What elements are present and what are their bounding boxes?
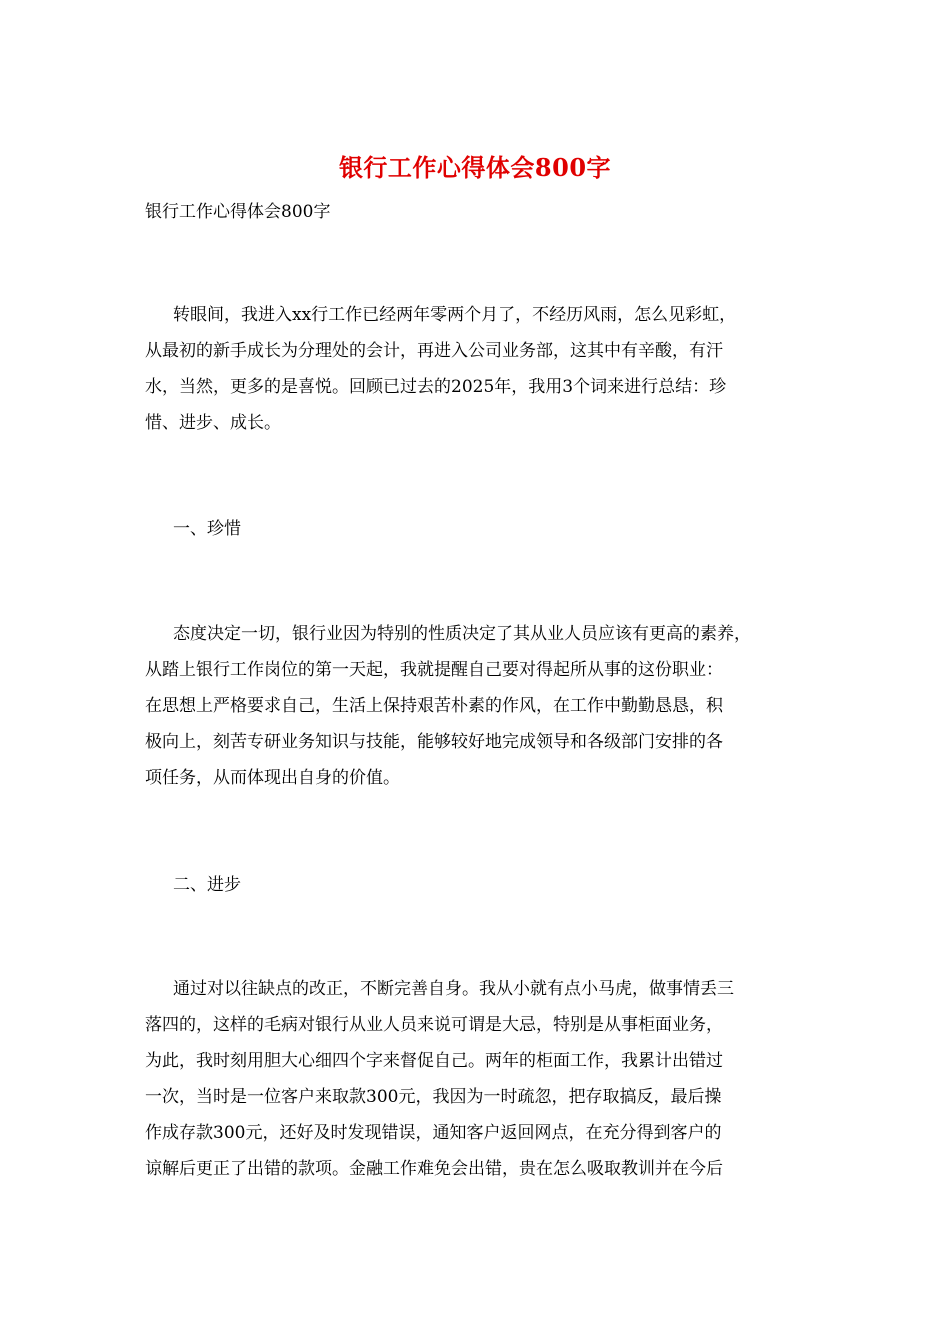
section1-line: 在思想上严格要求自己，生活上保持艰苦朴素的作风，在工作中勤勤恳恳，积 [145, 696, 723, 716]
section2-line: 为此，我时刻用胆大心细四个字来督促自己。两年的柜面工作，我累计出错过 [145, 1051, 723, 1071]
intro-line: 惜、进步、成长。 [145, 413, 281, 433]
section2-paragraph [145, 971, 807, 1187]
section-heading-2: 二、进步 [173, 875, 241, 895]
section1-line: 极向上，刻苦专研业务知识与技能，能够较好地完成领导和各级部门安排的各 [145, 732, 723, 752]
section1-line: 项任务，从而体现出自身的价值。 [145, 768, 400, 788]
document-title: 银行工作心得体会800字 [338, 153, 612, 182]
section1-line: 从踏上银行工作岗位的第一天起，我就提醒自己要对得起所从事的这份职业： [145, 660, 723, 680]
intro-paragraph [145, 297, 807, 441]
intro-line: 从最初的新手成长为分理处的会计，再进入公司业务部，这其中有辛酸，有汗 [145, 341, 723, 361]
section2-line: 一次，当时是一位客户来取款300元，我因为一时疏忽，把存取搞反，最后操 [145, 1087, 722, 1107]
section2-line: 谅解后更正了出错的款项。金融工作难免会出错，贵在怎么吸取教训并在今后 [145, 1159, 723, 1179]
section2-line: 作成存款300元，还好及时发现错误，通知客户返回网点，在充分得到客户的 [145, 1123, 722, 1143]
section2-line: 落四的，这样的毛病对银行从业人员来说可谓是大忌，特别是从事柜面业务， [145, 1015, 723, 1035]
section2-line: 通过对以往缺点的改正，不断完善自身。我从小就有点小马虎，做事情丢三 [173, 979, 734, 999]
intro-line: 转眼间，我进入xx行工作已经两年零两个月了，不经历风雨，怎么见彩虹， [173, 305, 737, 325]
section1-line: 态度决定一切，银行业因为特别的性质决定了其从业人员应该有更高的素养， [173, 624, 751, 644]
document-subtitle: 银行工作心得体会800字 [145, 202, 331, 222]
intro-line: 水，当然，更多的是喜悦。回顾已过去的2025年，我用3个词来进行总结：珍 [145, 377, 727, 397]
section1-paragraph [145, 616, 807, 796]
section-heading-1: 一、珍惜 [173, 519, 241, 539]
